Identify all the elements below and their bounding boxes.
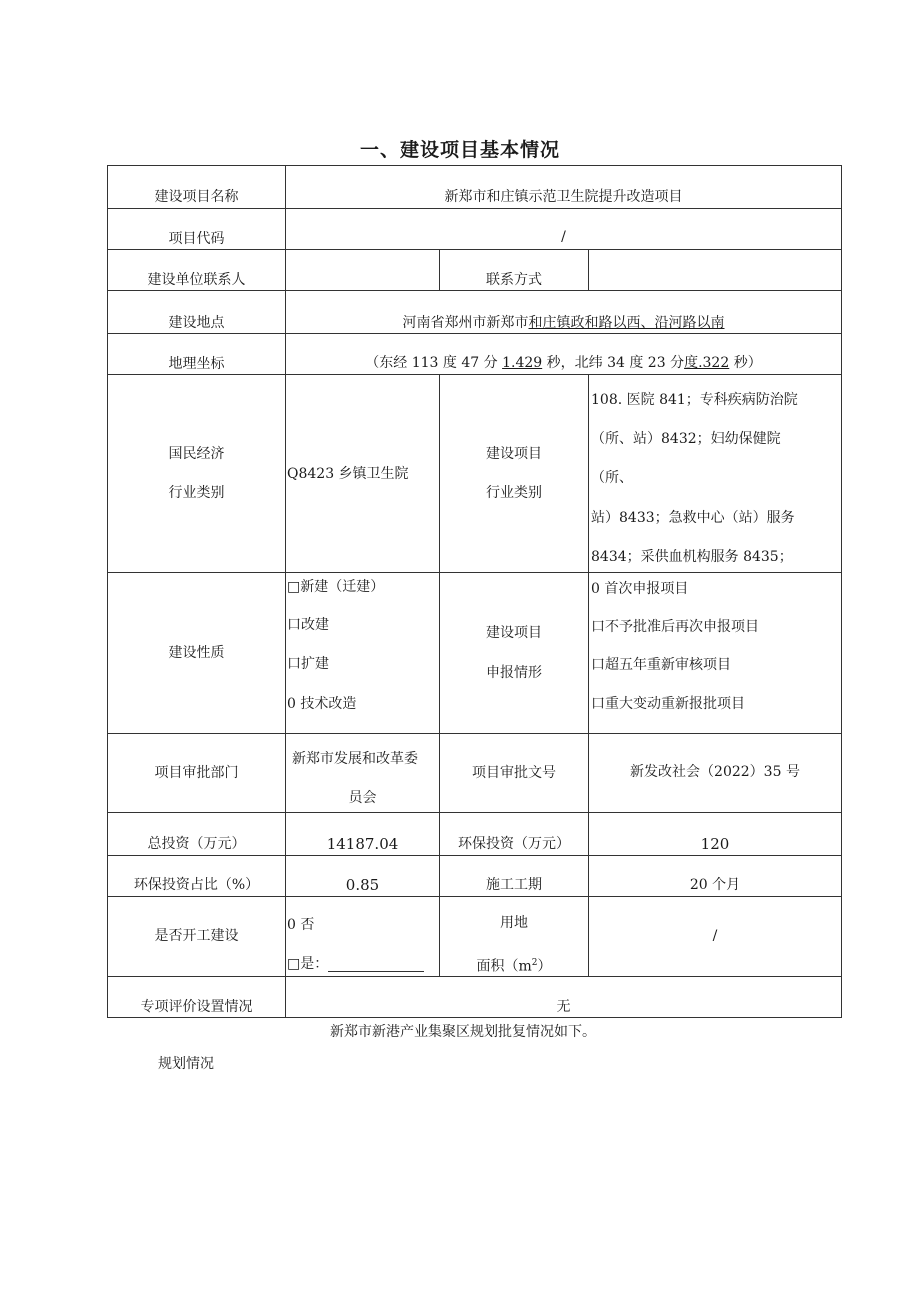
row-divider: [107, 208, 842, 209]
planning-approval-text: 新郑市新港产业集聚区规划批复情况如下。: [330, 1024, 596, 1040]
started-date-blank[interactable]: [328, 957, 424, 972]
value-project-industry-line: 站）8433；急救中心（站）服务: [591, 510, 795, 526]
area-label-text: 面积（m: [476, 958, 532, 975]
planning-label: 规划情况: [158, 1056, 214, 1072]
area-unit-sup: 2: [531, 958, 538, 968]
value-approval-number: 新发改社会（2022）35 号: [630, 764, 800, 780]
coord-part: 秒）: [729, 355, 762, 371]
row-divider: [107, 855, 842, 856]
value-total-investment: 14187.04: [326, 835, 399, 853]
label-project-industry-line2: 行业类别: [486, 485, 542, 501]
page-title: 一、建设项目基本情况: [359, 139, 560, 161]
value-project-name: 新郑市和庄镇示范卫生院提升改造项目: [444, 189, 683, 205]
value-construction-period: 20 个月: [689, 877, 741, 893]
option-new-build[interactable]: □新建（迁建）: [287, 579, 385, 595]
row-divider: [107, 374, 842, 375]
table-border: [107, 1017, 842, 1018]
label-location: 建设地点: [168, 315, 225, 331]
row-divider: [107, 733, 842, 734]
value-land-area: /: [712, 928, 718, 944]
option-first-declaration[interactable]: 0 首次申报项目: [591, 581, 689, 597]
location-detail: 和庄镇政和路以西、沿河路以南: [528, 315, 725, 331]
option-redeclaration[interactable]: 口不予批准后再次申报项目: [591, 619, 759, 635]
option-tech-upgrade[interactable]: 0 技术改造: [287, 696, 357, 712]
label-contact-person: 建设单位联系人: [147, 272, 246, 288]
label-project-name: 建设项目名称: [154, 189, 239, 205]
label-total-investment: 总投资（万元）: [147, 836, 246, 852]
value-project-industry-line: 8434；采供血机构服务 8435；: [591, 549, 793, 565]
col-divider: [588, 249, 589, 290]
label-land-area-line2: [440, 955, 588, 975]
label-approval-number: 项目审批文号: [472, 765, 556, 781]
value-approval-dept-line2: 员会: [348, 790, 377, 806]
value-project-industry-line: （所、: [591, 470, 633, 486]
label-industry-line1: 国民经济: [168, 446, 225, 462]
table-border: [107, 165, 842, 166]
label-contact-method: 联系方式: [486, 272, 542, 288]
table-border: [841, 165, 842, 1018]
label-construction-period: 施工工期: [486, 877, 542, 893]
coord-seconds-north: 度.322: [684, 355, 730, 371]
value-project-industry-line: （所、站）8432；妇幼保健院: [591, 431, 781, 447]
label-industry-line2: 行业类别: [168, 485, 225, 501]
area-label-end: ）: [537, 958, 552, 975]
option-not-started[interactable]: 0 否: [287, 917, 315, 933]
label-land-area-line1: 用地: [500, 915, 528, 931]
label-project-code: 项目代码: [168, 231, 225, 247]
row-divider: [107, 976, 842, 977]
row-divider: [107, 572, 842, 573]
label-declaration-line1: 建设项目: [486, 625, 542, 641]
option-rebuild[interactable]: 口改建: [287, 617, 329, 633]
row-divider: [107, 249, 842, 250]
option-major-change[interactable]: 口重大变动重新报批项目: [591, 696, 745, 712]
label-coordinates: 地理坐标: [168, 356, 225, 372]
value-env-investment: 120: [700, 835, 730, 853]
value-special-evaluation: 无: [556, 999, 571, 1015]
row-divider: [107, 896, 842, 897]
value-approval-dept-line1: 新郑市发展和改革委: [292, 751, 418, 767]
label-declaration-line2: 申报情形: [486, 665, 542, 681]
coord-part: （东经 113 度 47 分: [365, 355, 503, 371]
value-env-ratio: 0.85: [345, 876, 380, 894]
row-divider: [107, 812, 842, 813]
label-approval-dept: 项目审批部门: [154, 765, 239, 781]
row-divider: [107, 290, 842, 291]
value-location: [286, 315, 841, 331]
label-env-investment: 环保投资（万元）: [458, 836, 570, 852]
option-re-review[interactable]: 口超五年重新审核项目: [591, 657, 731, 673]
label-project-industry-line1: 建设项目: [486, 446, 542, 462]
label-special-evaluation: 专项评价设置情况: [140, 999, 253, 1015]
label-started: 是否开工建设: [154, 928, 239, 944]
location-prefix: 河南省郑州市新郑市: [402, 315, 529, 331]
label-construction-nature: 建设性质: [168, 645, 225, 661]
option-started[interactable]: [287, 956, 439, 972]
row-divider: [107, 333, 842, 334]
value-project-code: /: [561, 229, 566, 245]
coord-part: 秒，北纬 34 度 23 分: [542, 355, 685, 371]
value-industry: Q8423 乡镇卫生院: [287, 466, 409, 482]
label-env-ratio: 环保投资占比（%）: [133, 877, 260, 893]
coord-seconds-east: 1.429: [502, 355, 543, 371]
value-project-industry-line: 108. 医院 841；专科疾病防治院: [591, 392, 798, 408]
option-expand[interactable]: 口扩建: [287, 656, 329, 672]
value-coordinates: [286, 355, 841, 371]
option-started-label: □是：: [287, 956, 329, 972]
